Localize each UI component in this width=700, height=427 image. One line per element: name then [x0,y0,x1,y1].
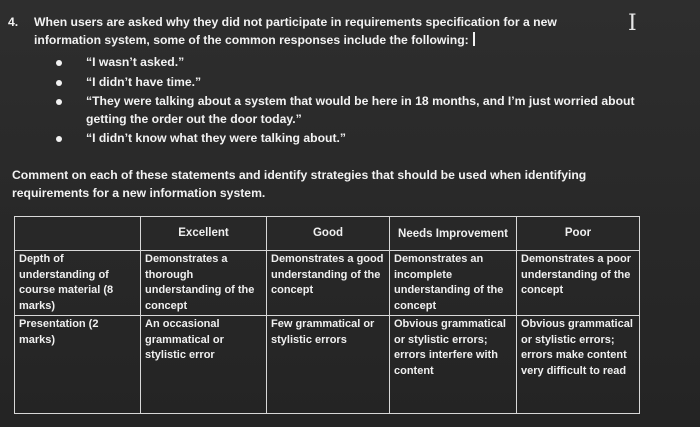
response-list [56,54,646,150]
header-poor: Poor [517,217,640,251]
header-blank [15,217,141,251]
bullet-icon [56,99,62,105]
criterion-cell: Depth of understanding of course material (8 marks) [15,251,141,316]
list-item: “I didn’t have time.” [56,74,646,92]
good-cell: Demonstrates a good understanding of the concept [267,251,390,316]
question-block [8,13,608,49]
good-cell: Few grammatical or stylistic errors [267,316,390,414]
header-excellent: Excellent [141,217,267,251]
bullet-icon [56,136,62,142]
bullet-icon [56,80,62,86]
needs-improvement-cell: Obvious grammatical or stylistic errors; errors interfere with content [390,316,517,414]
excellent-cell: Demonstrates a thorough understanding of the concept [141,251,267,316]
text-caret [473,32,475,46]
instruction-text: Comment on each of these statements and identify strategies that should be used when identifying requirements for a new information system. [12,168,587,200]
question-text: When users are asked why they did not participate in requirements specification for a new information system, some of the common responses include the following: [34,15,557,47]
bullet-icon [56,60,62,66]
question-number: 4. [8,15,19,29]
rubric-table [14,216,640,414]
criterion-cell: Presentation (2 marks) [15,316,141,414]
needs-improvement-cell: Demonstrates an incomplete understanding of the concept [390,251,517,316]
table-header-row [15,217,640,251]
table-row [15,316,640,414]
list-item: “I wasn’t asked.” [56,54,646,72]
text-cursor-ibeam-icon: I [628,11,637,36]
list-item: “They were talking about a system that would be here in 18 months, and I’m just worried about getting the order out the door today.” [56,93,646,128]
poor-cell: Demonstrates a poor understanding of the concept [517,251,640,316]
header-good: Good [267,217,390,251]
header-needs-improvement: Needs Improvement [390,217,517,251]
excellent-cell: An occasional grammatical or stylistic error [141,316,267,414]
table-row [15,251,640,316]
list-item: “I didn’t know what they were talking about.” [56,130,646,148]
poor-cell: Obvious grammatical or stylistic errors; errors make content very difficult to read [517,316,640,414]
